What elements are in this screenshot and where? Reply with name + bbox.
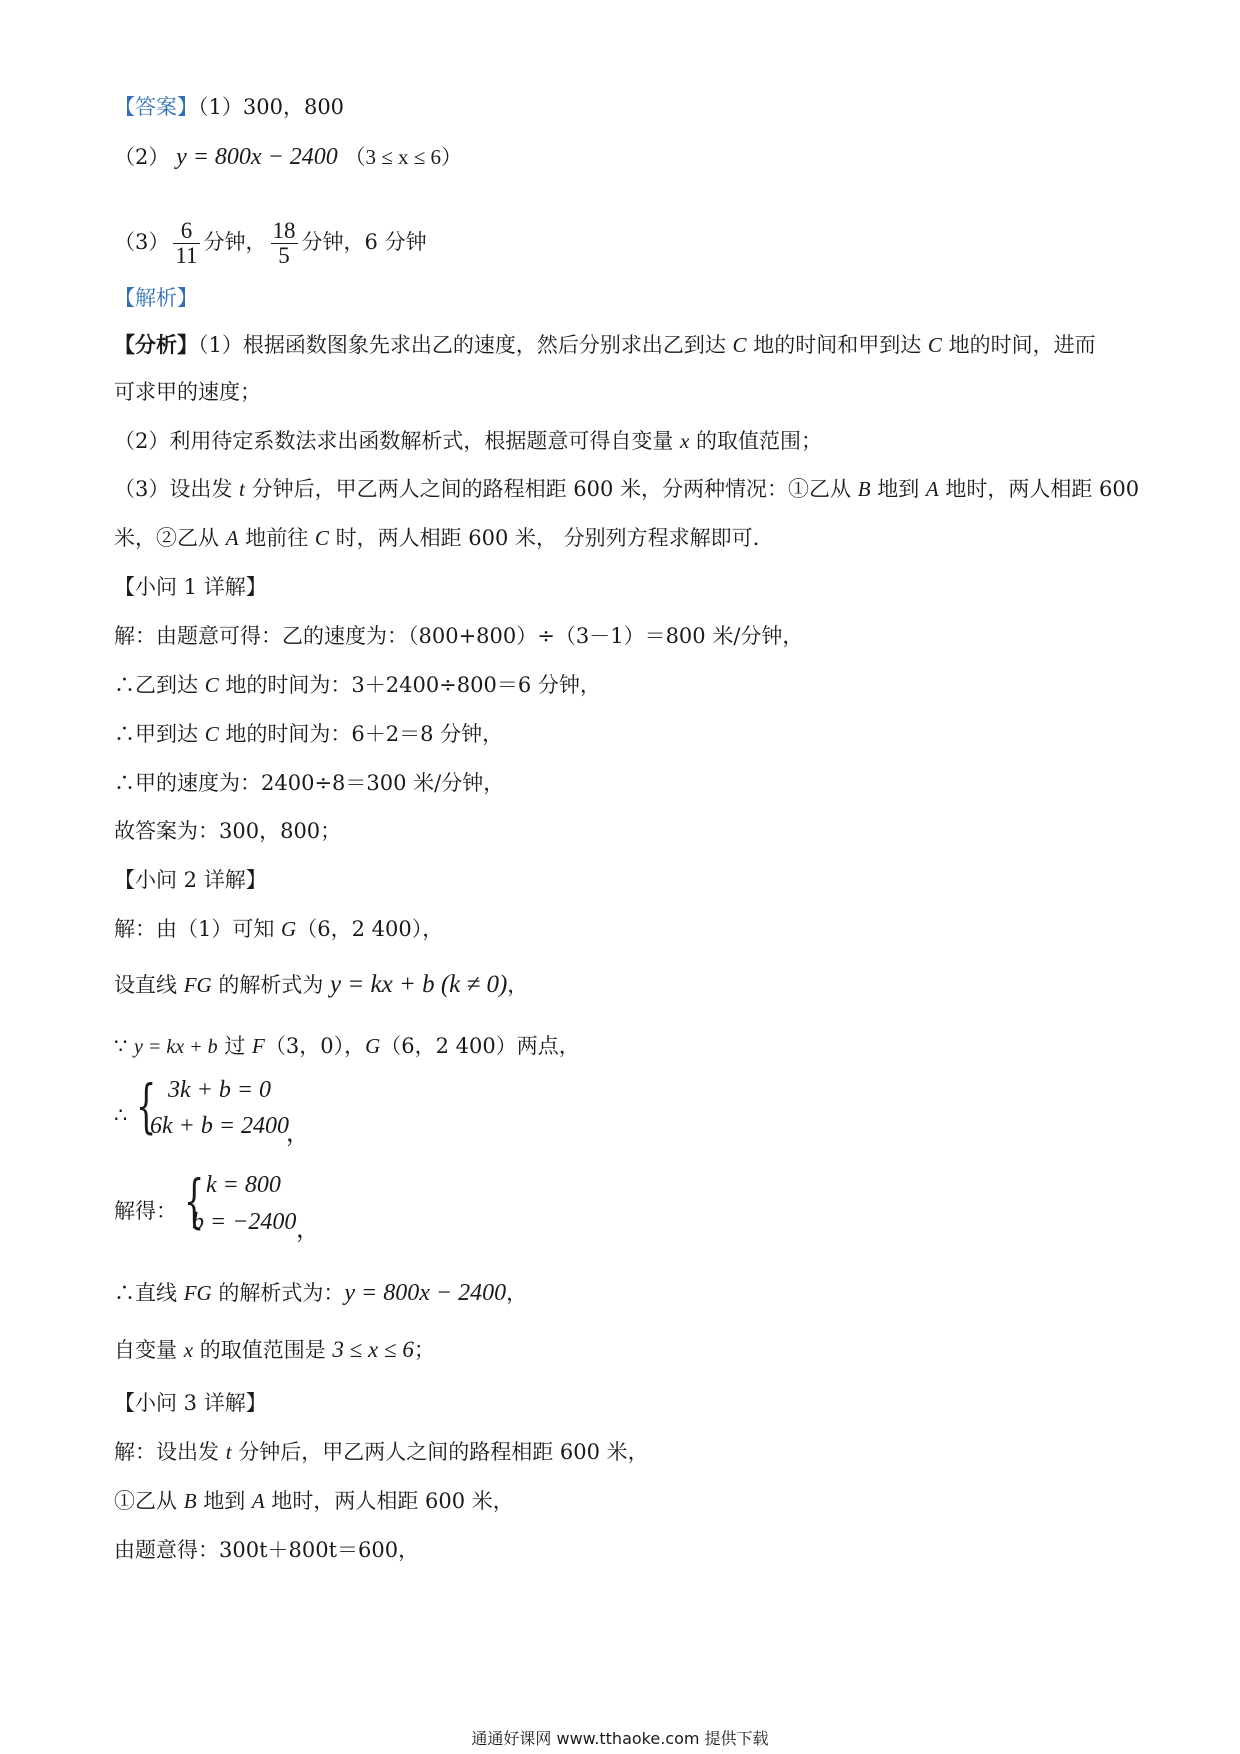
- footer-watermark: 通通好课网 www.tthaoke.com 提供下载: [471, 1729, 769, 1748]
- variable: x: [680, 429, 690, 453]
- variable: x: [183, 1338, 194, 1362]
- q2-line-3: [114, 1031, 580, 1062]
- analysis-line-1: [114, 330, 1096, 360]
- variable: B: [183, 1489, 197, 1513]
- text-span: 解：设出发: [114, 1440, 226, 1464]
- answer-part-3-prefix: （3）: [114, 230, 170, 254]
- text-span: 分钟后，甲乙两人之间的路程相距 600 米，: [231, 1440, 649, 1464]
- text-span: （6，2 400）两点，: [380, 1034, 580, 1058]
- system-2-prefix: 解得：: [114, 1199, 177, 1223]
- variable: F: [252, 1034, 265, 1058]
- text-span: 地的时间和甲到达: [746, 333, 928, 357]
- answer-part-2-formula: y = 800x − 2400: [176, 144, 338, 170]
- variable: C: [314, 526, 329, 550]
- text-span: ∵: [114, 1034, 135, 1058]
- variable: C: [204, 673, 219, 697]
- q2-line-1: [114, 914, 443, 944]
- text-span: 地到: [870, 477, 926, 501]
- variable: t: [239, 477, 245, 501]
- text-span: （3）设出发: [114, 477, 240, 501]
- fraction-denominator: 5: [278, 243, 290, 268]
- text-span: 自变量: [114, 1338, 184, 1362]
- q2-line-6: [114, 1278, 527, 1308]
- text-span: （3，0），: [264, 1034, 366, 1058]
- variable: A: [925, 477, 939, 501]
- variable: FG: [183, 973, 212, 997]
- q2-title: 【小问 2 详解】: [114, 868, 267, 892]
- text-span: 设直线: [114, 973, 184, 997]
- text-span: 地的时间，进而: [941, 333, 1096, 357]
- system-1-prefix: ∴: [114, 1103, 128, 1127]
- answer-part-1-values: 300，800: [242, 95, 345, 119]
- text-span: 地时，两人相距 600: [938, 477, 1140, 501]
- fraction-6-11: [173, 219, 199, 268]
- q3-line-3: 由题意得：300t＋800t＝600，: [114, 1538, 420, 1562]
- q2-line-7: [114, 1335, 435, 1365]
- variable: C: [732, 333, 747, 357]
- fraction-numerator: 18: [272, 218, 296, 243]
- analysis-line-3: [114, 426, 822, 456]
- answer-part-1-prefix: （1）: [198, 95, 243, 119]
- analysis-line-2: 可求甲的速度；: [114, 380, 261, 404]
- system-2-equation-1: k = 800: [206, 1172, 281, 1198]
- analysis-line-5: [114, 523, 759, 553]
- text-span: 的解析式为：: [211, 1281, 345, 1305]
- system-1-equation-2: 6k + b = 2400: [150, 1113, 290, 1139]
- variable: C: [204, 722, 219, 746]
- variable: A: [225, 526, 239, 550]
- text-span: 分钟后，甲乙两人之间的路程相距 600 米，分两种情况：①乙从: [244, 477, 858, 501]
- fraction-unit: 分钟，6 分钟: [301, 230, 427, 254]
- variable: G: [281, 917, 297, 941]
- left-brace-icon: {: [184, 1167, 205, 1235]
- analysis-label: 【解析】: [114, 286, 198, 310]
- text-span: （1）根据函数图象先求出乙的速度，然后分别求出乙到达: [198, 333, 733, 357]
- answer-line-1: [114, 92, 344, 122]
- left-brace-icon: {: [136, 1072, 157, 1140]
- text-span: ，: [507, 973, 529, 997]
- q1-line-3: [114, 719, 503, 749]
- text-span: 地的时间为：6＋2＝8 分钟，: [218, 722, 504, 746]
- system-1-suffix: ，: [286, 1121, 310, 1147]
- fraction-denominator: 11: [175, 243, 198, 268]
- answer-label: 【答案】: [114, 95, 198, 119]
- text-span: 地到: [196, 1489, 252, 1513]
- formula: 3 ≤ x ≤ 6: [332, 1337, 414, 1362]
- q1-line-2: [114, 670, 601, 700]
- text-span: ①乙从: [114, 1489, 184, 1513]
- q1-line-4: ∴甲的速度为：2400÷8＝300 米/分钟，: [114, 771, 505, 795]
- text-span: 过: [217, 1034, 253, 1058]
- text-span: 地前往: [238, 526, 315, 550]
- text-span: ∴直线: [114, 1281, 184, 1305]
- text-span: 地时，两人相距 600 米，: [264, 1489, 514, 1513]
- text-span: 米，②乙从: [114, 526, 226, 550]
- q1-line-1: 解：由题意可得：乙的速度为：（800+800）÷（3－1）＝800 米/分钟，: [114, 624, 804, 648]
- answer-line-3: [114, 212, 427, 272]
- text-span: ，: [506, 1281, 528, 1305]
- q3-title: 【小问 3 详解】: [114, 1391, 267, 1415]
- system-1-equation-1: 3k + b = 0: [168, 1077, 272, 1103]
- q3-line-2: [114, 1486, 514, 1516]
- system-2-suffix: ，: [296, 1217, 320, 1243]
- text-span: 的取值范围；: [689, 429, 823, 453]
- text-span: 的解析式为: [211, 973, 331, 997]
- q2-line-2: [114, 970, 528, 1000]
- formula: y = 800x − 2400: [344, 1280, 507, 1306]
- q3-line-1: [114, 1437, 649, 1467]
- analysis-head: 【分析】: [114, 332, 198, 357]
- q1-line-5: 故答案为：300，800；: [114, 819, 342, 843]
- text-span: ∴乙到达: [114, 673, 205, 697]
- text-span: 解：由（1）可知: [114, 917, 282, 941]
- variable: G: [365, 1034, 381, 1058]
- variable: FG: [183, 1281, 212, 1305]
- variable: A: [251, 1489, 265, 1513]
- system-2-equation-2: b = −2400: [192, 1209, 297, 1235]
- variable: B: [857, 477, 871, 501]
- text-span: 的取值范围是: [193, 1338, 333, 1362]
- q1-title: 【小问 1 详解】: [114, 575, 267, 599]
- fraction-numerator: 6: [173, 219, 199, 244]
- fraction-18-5: [271, 219, 298, 268]
- formula: y = kx + b: [134, 1036, 218, 1058]
- variable: C: [927, 333, 942, 357]
- answer-part-2-range: （3 ≤ x ≤ 6）: [344, 145, 463, 169]
- answer-line-2: [114, 142, 462, 172]
- answer-part-2-prefix: （2）: [114, 145, 170, 169]
- variable: t: [225, 1440, 232, 1464]
- text-span: ∴甲到达: [114, 722, 205, 746]
- text-span: （6，2 400），: [296, 917, 444, 941]
- analysis-line-4: [114, 474, 1139, 504]
- fraction-unit: 分钟，: [203, 230, 267, 254]
- formula: y = kx + b (k ≠ 0): [330, 971, 508, 998]
- text-span: 地的时间为：3＋2400÷800＝6 分钟，: [218, 673, 601, 697]
- text-span: ；: [413, 1338, 435, 1362]
- text-span: （2）利用待定系数法求出函数解析式，根据题意可得自变量: [114, 429, 681, 453]
- text-span: 时，两人相距 600 米， 分别列方程求解即可.: [328, 526, 760, 550]
